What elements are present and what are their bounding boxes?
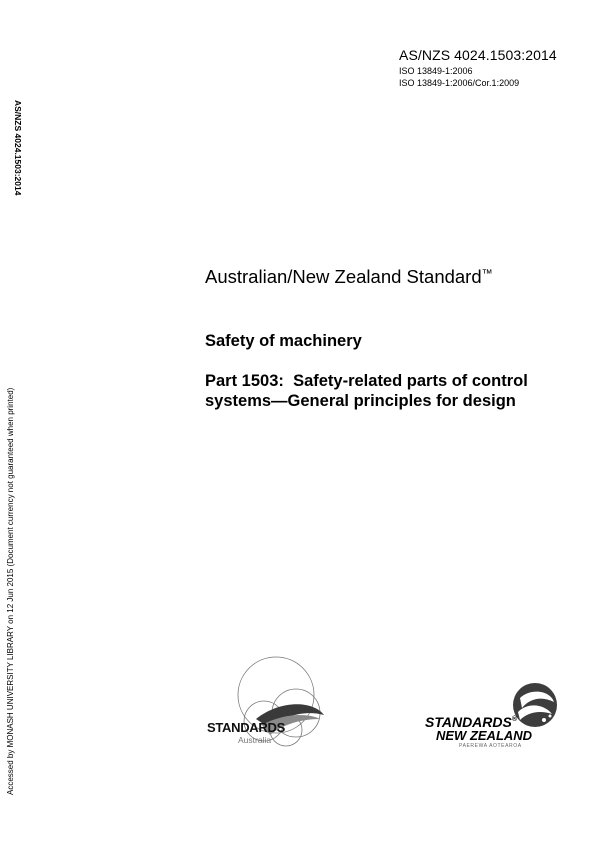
document-number: AS/NZS 4024.1503:2014	[399, 47, 557, 63]
paerewa-aotearoa-text: PAEREWA AOTEAROA	[459, 743, 522, 749]
registered-mark: ®	[511, 716, 518, 723]
standards-australia-logo	[196, 655, 356, 775]
iso-corrigendum-reference: ISO 13849-1:2006/Cor.1:2009	[399, 78, 520, 88]
standards-australia-sub: Australia	[238, 735, 272, 745]
standards-nz-logo-icon	[510, 680, 560, 730]
iso-reference: ISO 13849-1:2006	[399, 66, 473, 76]
new-zealand-wordmark: NEW ZEALAND	[436, 728, 533, 743]
side-document-number: AS/NZS 4024.1503:2014	[13, 100, 23, 196]
standard-title	[205, 266, 493, 288]
trademark-symbol: ™	[481, 268, 493, 280]
subject-title: Safety of machinery	[205, 332, 362, 350]
standards-nz-word: STANDARDS	[425, 714, 512, 730]
access-notice: Accessed by MONASH UNIVERSITY LIBRARY on 12 Jun 2015 (Document currency not guaranteed when printed)	[6, 387, 15, 795]
part-number: Part 1503:	[205, 372, 294, 390]
standards-australia-wordmark: STANDARDS	[207, 720, 285, 735]
part-title-text: Safety-related parts of control systems—General principles for design	[205, 372, 528, 410]
standard-name: Australian/New Zealand Standard	[205, 266, 482, 287]
part-title	[205, 371, 565, 411]
